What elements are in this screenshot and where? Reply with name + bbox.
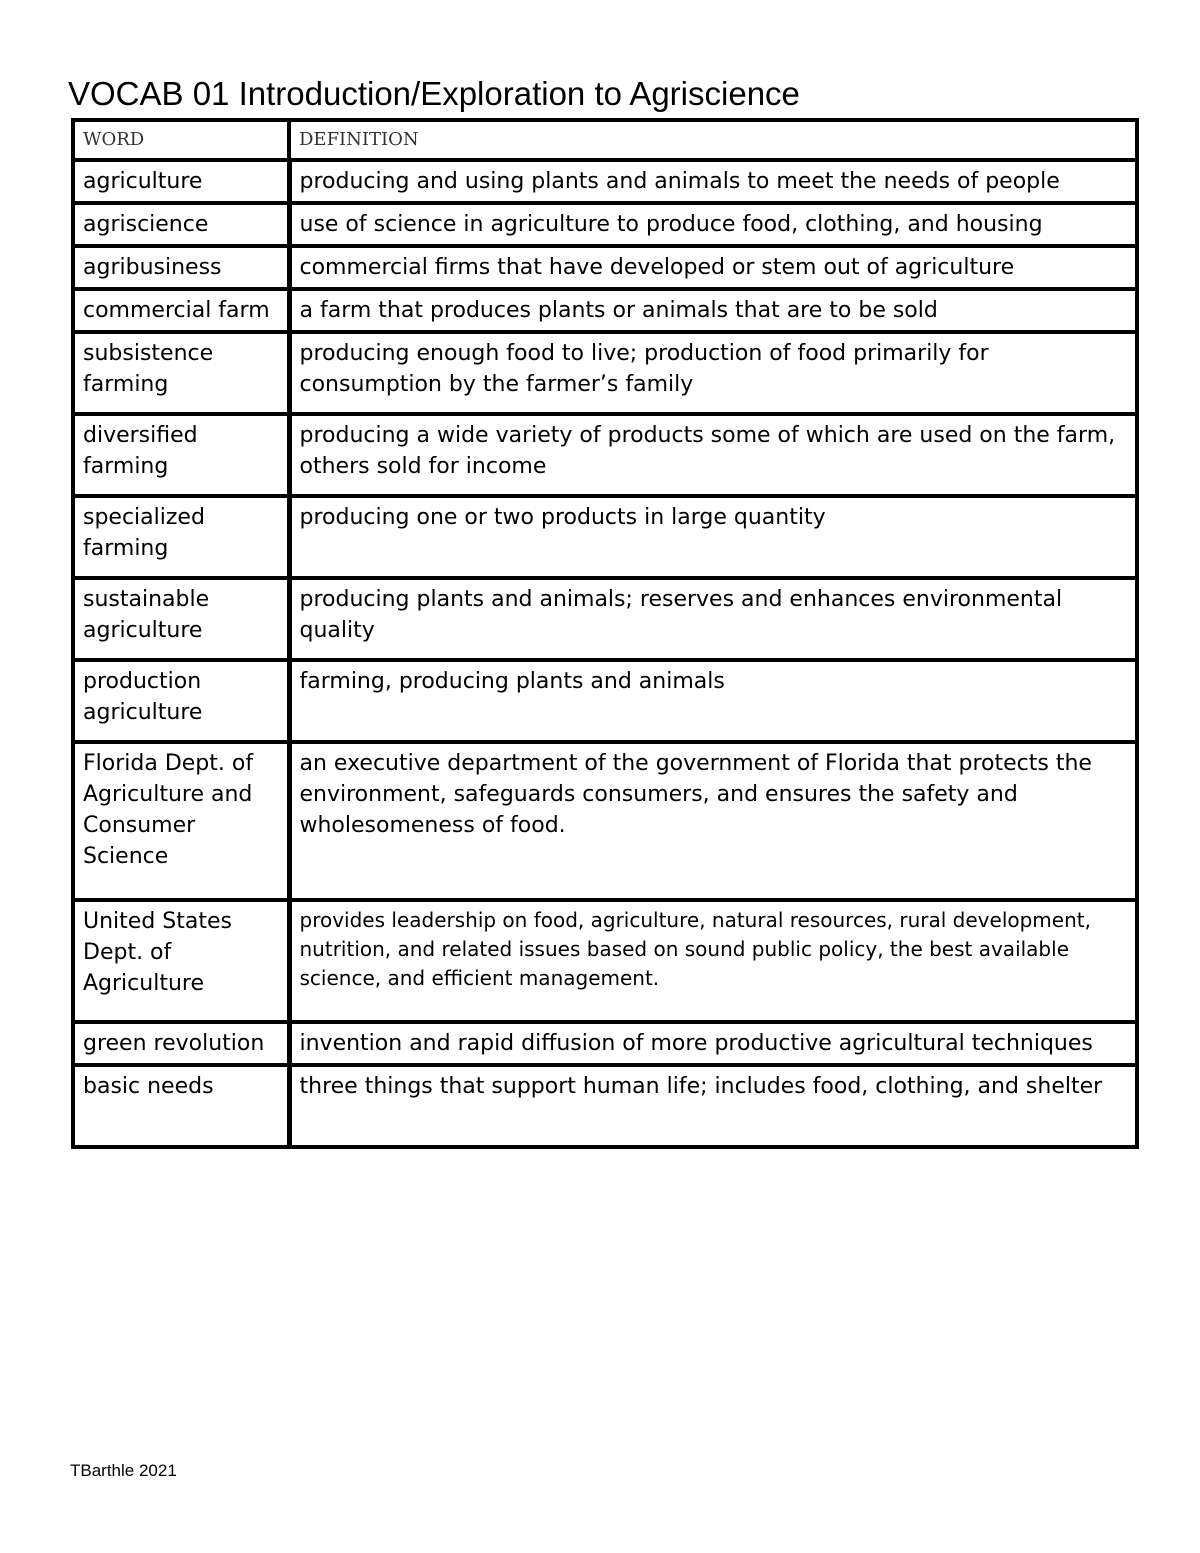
word-column-header: WORD [73,120,289,160]
definition-cell: farming, producing plants and animals [289,660,1137,742]
definition-cell: commercial firms that have developed or stem out of agriculture [289,246,1137,289]
word-cell: sustainable agriculture [73,578,289,660]
word-cell: agriscience [73,203,289,246]
table-row [73,578,1137,660]
table-row [73,742,1137,900]
definition-cell: producing enough food to live; production of food primarily for consumption by the farmer’s family [289,332,1137,414]
word-cell: agribusiness [73,246,289,289]
table-row [73,660,1137,742]
definition-cell: producing a wide variety of products some of which are used on the farm, others sold for income [289,414,1137,496]
definition-cell: three things that support human life; includes food, clothing, and shelter [289,1065,1137,1147]
definition-cell: provides leadership on food, agriculture, natural resources, rural development, nutrition, and related issues based on sound public policy, the best available science, and efficient management. [289,900,1137,1022]
definition-cell: producing plants and animals; reserves and enhances environmental quality [289,578,1137,660]
table-row [73,160,1137,203]
word-cell: commercial farm [73,289,289,332]
table-row [73,414,1137,496]
word-cell: diversified farming [73,414,289,496]
definition-cell: an executive department of the government of Florida that protects the environment, safeguards consumers, and ensures the safety and wholesomeness of food. [289,742,1137,900]
word-cell: Florida Dept. of Agriculture and Consumer Science [73,742,289,900]
table-row [73,900,1137,1022]
definition-cell: a farm that produces plants or animals that are to be sold [289,289,1137,332]
definition-cell: invention and rapid diffusion of more productive agricultural techniques [289,1022,1137,1065]
word-cell: United States Dept. of Agriculture [73,900,289,1022]
table-row [73,1065,1137,1147]
footer-author: TBarthle 2021 [70,1461,177,1480]
word-cell: green revolution [73,1022,289,1065]
word-cell: subsistence farming [73,332,289,414]
definition-cell: producing and using plants and animals to meet the needs of people [289,160,1137,203]
definition-cell: producing one or two products in large quantity [289,496,1137,578]
table-row [73,289,1137,332]
word-cell: specialized farming [73,496,289,578]
definition-column-header: DEFINITION [289,120,1137,160]
page-title: VOCAB 01 Introduction/Exploration to Agriscience [68,75,800,112]
word-cell: basic needs [73,1065,289,1147]
word-cell: production agriculture [73,660,289,742]
table-header-row [73,120,1137,160]
word-cell: agriculture [73,160,289,203]
vocab-table [71,118,1139,1149]
table-row [73,246,1137,289]
table-row [73,203,1137,246]
table-row [73,332,1137,414]
definition-cell: use of science in agriculture to produce food, clothing, and housing [289,203,1137,246]
table-row [73,496,1137,578]
table-row [73,1022,1137,1065]
